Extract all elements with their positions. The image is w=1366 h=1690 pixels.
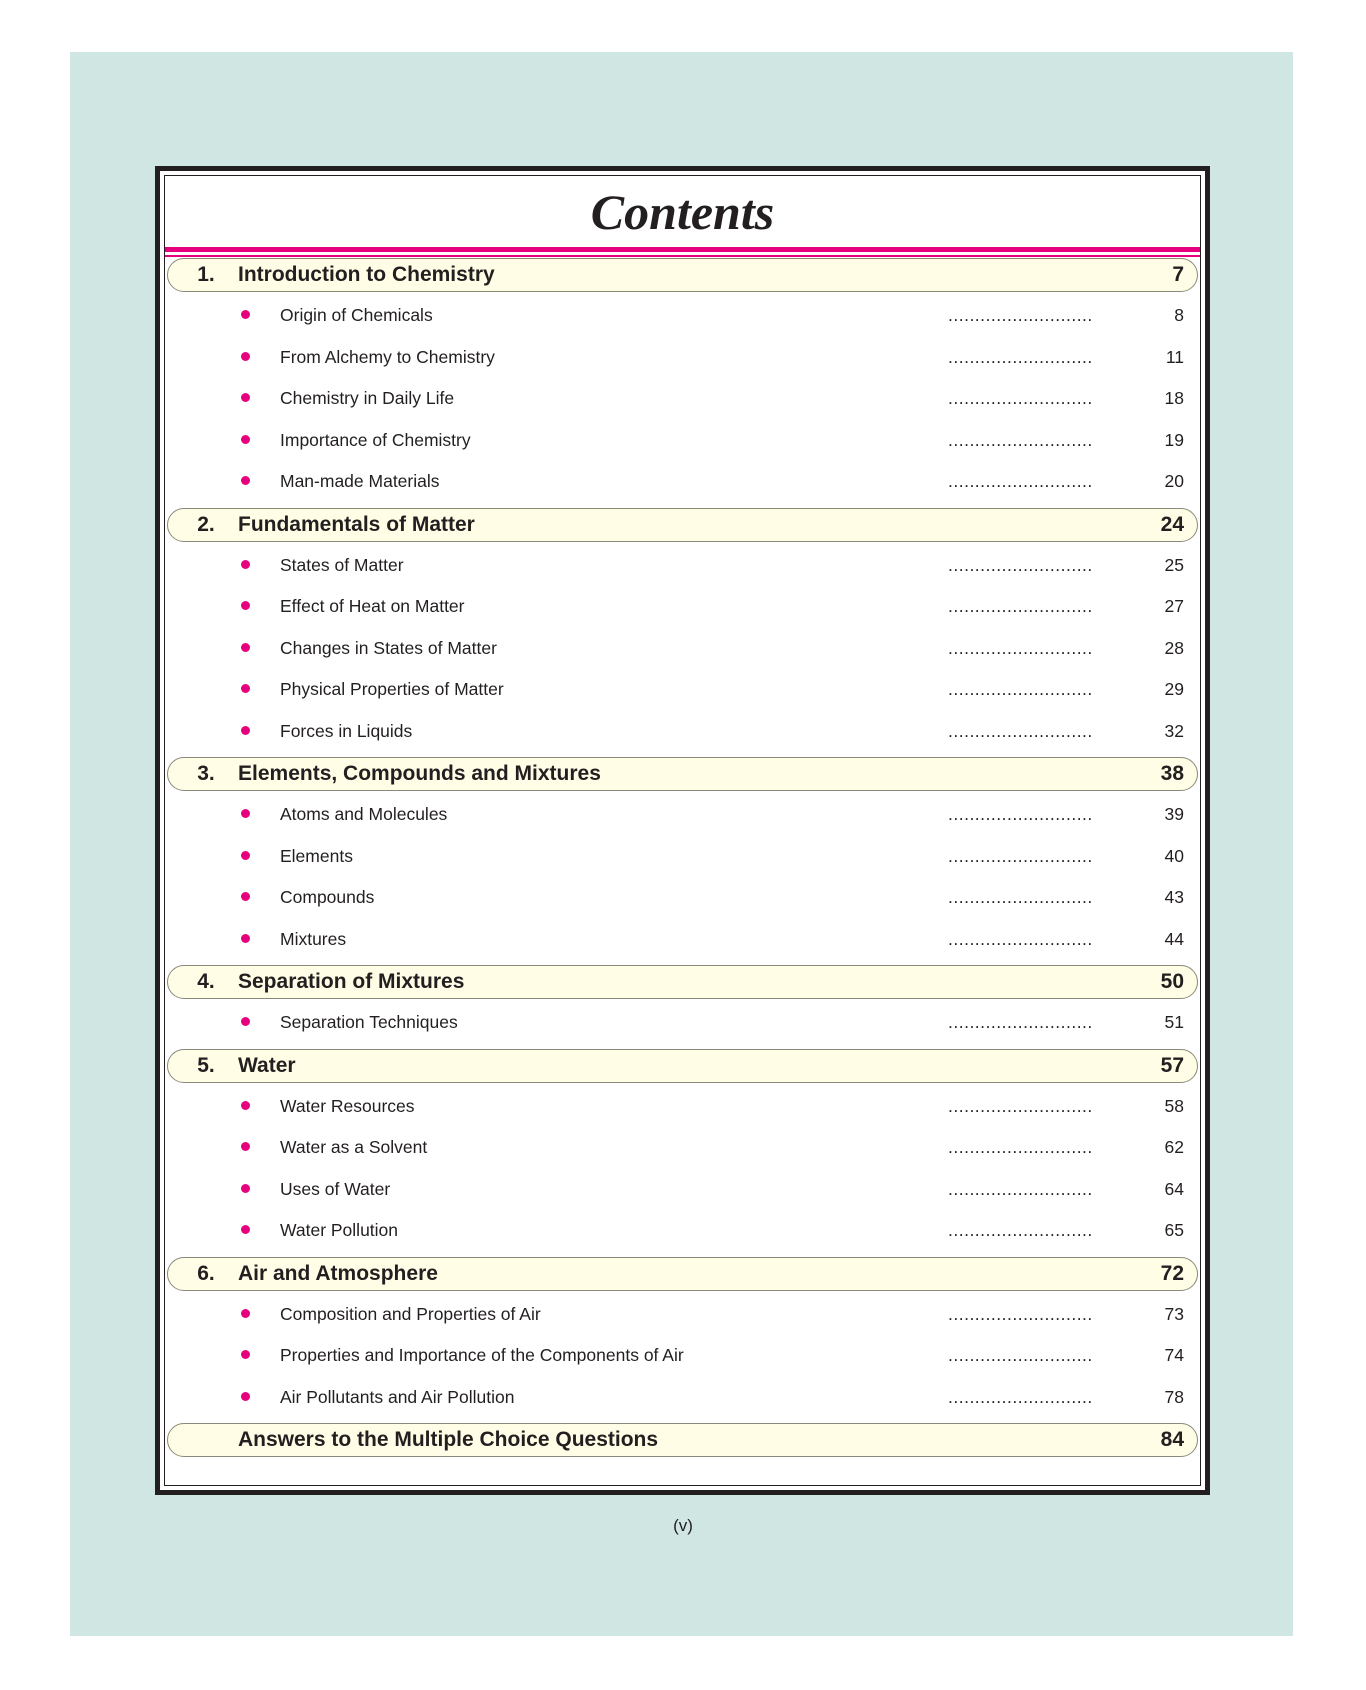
- dot-leader: ...........................: [948, 429, 1093, 450]
- topic-page-number: 64: [1164, 1178, 1184, 1199]
- dot-leader: ...........................: [948, 1303, 1093, 1324]
- topic-entry[interactable]: [165, 1170, 1200, 1212]
- topic-title: Man-made Materials: [280, 471, 440, 491]
- bullet-icon: [241, 476, 250, 485]
- topic-page-number: 19: [1164, 429, 1184, 450]
- chapter-number: 6.: [197, 1261, 215, 1285]
- topic-title: Water Pollution: [280, 1220, 399, 1240]
- topic-page-number: 29: [1164, 679, 1184, 699]
- topic-title: From Alchemy to Chemistry: [280, 346, 495, 367]
- dot-leader: ...........................: [948, 637, 1093, 658]
- topic-entry[interactable]: [165, 296, 1200, 338]
- chapter-number: 2.: [197, 512, 215, 536]
- topic-page-number: 39: [1164, 804, 1184, 824]
- contents-list: [165, 258, 1200, 1457]
- topic-page-number: 51: [1164, 1012, 1184, 1032]
- chapter-title: Fundamentals of Matter: [238, 512, 475, 536]
- topic-page-number: 44: [1164, 928, 1184, 949]
- bullet-icon: [241, 1350, 250, 1359]
- topic-page-number: 73: [1164, 1303, 1184, 1324]
- topic-title: Importance of Chemistry: [280, 429, 471, 450]
- topic-page-number: 11: [1165, 346, 1184, 367]
- page-number: (v): [673, 1516, 693, 1535]
- chapter-title: Air and Atmosphere: [238, 1261, 438, 1285]
- topic-title: Forces in Liquids: [280, 720, 413, 741]
- contents-inner-frame: [164, 175, 1201, 1486]
- topic-page-number: 78: [1164, 1386, 1184, 1407]
- topic-entry[interactable]: [165, 587, 1200, 629]
- dot-leader: ...........................: [948, 720, 1093, 741]
- chapter-entry[interactable]: [167, 965, 1198, 999]
- topic-entry[interactable]: [165, 1295, 1200, 1337]
- topic-title: Mixtures: [280, 928, 347, 949]
- chapter-entry[interactable]: [167, 258, 1198, 292]
- topic-title: Water as a Solvent: [280, 1137, 428, 1157]
- chapter-page-number: 84: [1160, 1428, 1184, 1451]
- chapter-title: Separation of Mixtures: [238, 970, 465, 993]
- chapter-page-number: 72: [1160, 1261, 1184, 1285]
- topic-title: Uses of Water: [280, 1178, 391, 1199]
- topic-title: Composition and Properties of Air: [280, 1303, 541, 1324]
- dot-leader: ...........................: [948, 887, 1093, 907]
- bullet-icon: [241, 435, 250, 444]
- chapter-title: Elements, Compounds and Mixtures: [238, 762, 601, 785]
- chapter-entry[interactable]: [167, 1049, 1198, 1083]
- topic-entry[interactable]: [165, 421, 1200, 463]
- bullet-icon: [241, 393, 250, 402]
- bullet-icon: [241, 643, 250, 652]
- topic-title: Compounds: [280, 887, 375, 907]
- topic-page-number: 74: [1164, 1345, 1184, 1365]
- chapter-title: Introduction to Chemistry: [238, 263, 495, 286]
- topic-entry[interactable]: [165, 670, 1200, 712]
- chapter-title: Water: [238, 1053, 296, 1077]
- topic-page-number: 18: [1164, 388, 1184, 408]
- topic-page-number: 25: [1164, 554, 1184, 575]
- topic-entry[interactable]: [165, 920, 1200, 962]
- topic-page-number: 20: [1164, 471, 1184, 491]
- topic-entry[interactable]: [165, 878, 1200, 920]
- topic-page-number: 43: [1164, 887, 1184, 907]
- chapter-page-number: 38: [1160, 762, 1184, 785]
- bullet-icon: [241, 1184, 250, 1193]
- chapter-entry[interactable]: [167, 1257, 1198, 1291]
- bullet-icon: [241, 352, 250, 361]
- chapter-title: Answers to the Multiple Choice Questions: [238, 1428, 659, 1451]
- topic-title: Physical Properties of Matter: [280, 679, 504, 699]
- bullet-icon: [241, 934, 250, 943]
- chapter-entry[interactable]: [167, 1423, 1198, 1457]
- topic-entry[interactable]: [165, 1378, 1200, 1420]
- topic-entry[interactable]: [165, 462, 1200, 504]
- dot-leader: ...........................: [948, 471, 1093, 491]
- dot-leader: ...........................: [948, 845, 1093, 866]
- topic-title: Elements: [280, 845, 353, 866]
- topic-page-number: 40: [1164, 845, 1184, 866]
- dot-leader: ...........................: [948, 1178, 1093, 1199]
- bullet-icon: [241, 310, 250, 319]
- bullet-icon: [241, 560, 250, 569]
- topic-title: States of Matter: [280, 554, 404, 575]
- dot-leader: ...........................: [948, 596, 1093, 616]
- dot-leader: ...........................: [948, 1095, 1093, 1116]
- topic-page-number: 8: [1174, 305, 1184, 325]
- chapter-number: 5.: [197, 1053, 215, 1077]
- topic-page-number: 32: [1164, 720, 1184, 741]
- bullet-icon: [241, 601, 250, 610]
- dot-leader: ...........................: [948, 1386, 1093, 1407]
- bullet-icon: [241, 1309, 250, 1318]
- dot-leader: ...........................: [948, 554, 1093, 575]
- topic-title: Effect of Heat on Matter: [280, 596, 465, 616]
- topic-page-number: 62: [1164, 1137, 1184, 1157]
- topic-entry[interactable]: [165, 1087, 1200, 1129]
- topic-entry[interactable]: [165, 546, 1200, 588]
- chapter-number: 1.: [197, 263, 215, 286]
- topic-entry[interactable]: [165, 837, 1200, 879]
- bullet-icon: [241, 1392, 250, 1401]
- dot-leader: ...........................: [948, 346, 1093, 367]
- topic-title: Air Pollutants and Air Pollution: [280, 1386, 515, 1407]
- dot-leader: ...........................: [948, 928, 1093, 949]
- chapter-page-number: 7: [1172, 263, 1184, 286]
- topic-title: Chemistry in Daily Life: [280, 388, 455, 408]
- topic-title: Properties and Importance of the Components of Air: [280, 1345, 684, 1365]
- topic-entry[interactable]: [165, 629, 1200, 671]
- topic-title: Changes in States of Matter: [280, 637, 497, 658]
- title-divider-thin: [165, 255, 1200, 257]
- topic-entry[interactable]: [165, 1128, 1200, 1170]
- topic-title: Atoms and Molecules: [280, 804, 448, 824]
- topic-entry[interactable]: [165, 1336, 1200, 1378]
- topic-page-number: 27: [1164, 596, 1184, 616]
- bullet-icon: [241, 851, 250, 860]
- topic-entry[interactable]: [165, 379, 1200, 421]
- bullet-icon: [241, 1101, 250, 1110]
- topic-page-number: 58: [1164, 1095, 1184, 1116]
- chapter-page-number: 50: [1160, 970, 1184, 993]
- dot-leader: ...........................: [948, 1137, 1093, 1157]
- contents-frame: [155, 166, 1210, 1495]
- dot-leader: ...........................: [948, 1012, 1093, 1032]
- page-title: Contents: [590, 184, 775, 240]
- topic-entry[interactable]: [165, 795, 1200, 837]
- dot-leader: ...........................: [948, 804, 1093, 824]
- topic-entry[interactable]: [165, 712, 1200, 754]
- dot-leader: ...........................: [948, 679, 1093, 699]
- dot-leader: ...........................: [948, 1345, 1093, 1365]
- chapter-entry[interactable]: [167, 508, 1198, 542]
- topic-entry[interactable]: [165, 1211, 1200, 1253]
- bullet-icon: [241, 1017, 250, 1026]
- bullet-icon: [241, 726, 250, 735]
- chapter-page-number: 57: [1160, 1053, 1184, 1077]
- chapter-number: 4.: [197, 970, 215, 993]
- bullet-icon: [241, 684, 250, 693]
- bullet-icon: [241, 892, 250, 901]
- chapter-page-number: 24: [1160, 512, 1184, 536]
- topic-title: Separation Techniques: [280, 1012, 458, 1032]
- topic-title: Origin of Chemicals: [280, 305, 433, 325]
- topic-entry[interactable]: [165, 338, 1200, 380]
- topic-entry[interactable]: [165, 1003, 1200, 1045]
- bullet-icon: [241, 1142, 250, 1151]
- dot-leader: ...........................: [948, 305, 1093, 325]
- bullet-icon: [241, 809, 250, 818]
- dot-leader: ...........................: [948, 1220, 1093, 1240]
- topic-page-number: 28: [1164, 637, 1184, 658]
- chapter-number: 3.: [197, 762, 215, 785]
- dot-leader: ...........................: [948, 388, 1093, 408]
- bullet-icon: [241, 1225, 250, 1234]
- topic-page-number: 65: [1164, 1220, 1184, 1240]
- chapter-entry[interactable]: [167, 757, 1198, 791]
- title-divider-thick: [165, 247, 1200, 252]
- topic-title: Water Resources: [280, 1095, 415, 1116]
